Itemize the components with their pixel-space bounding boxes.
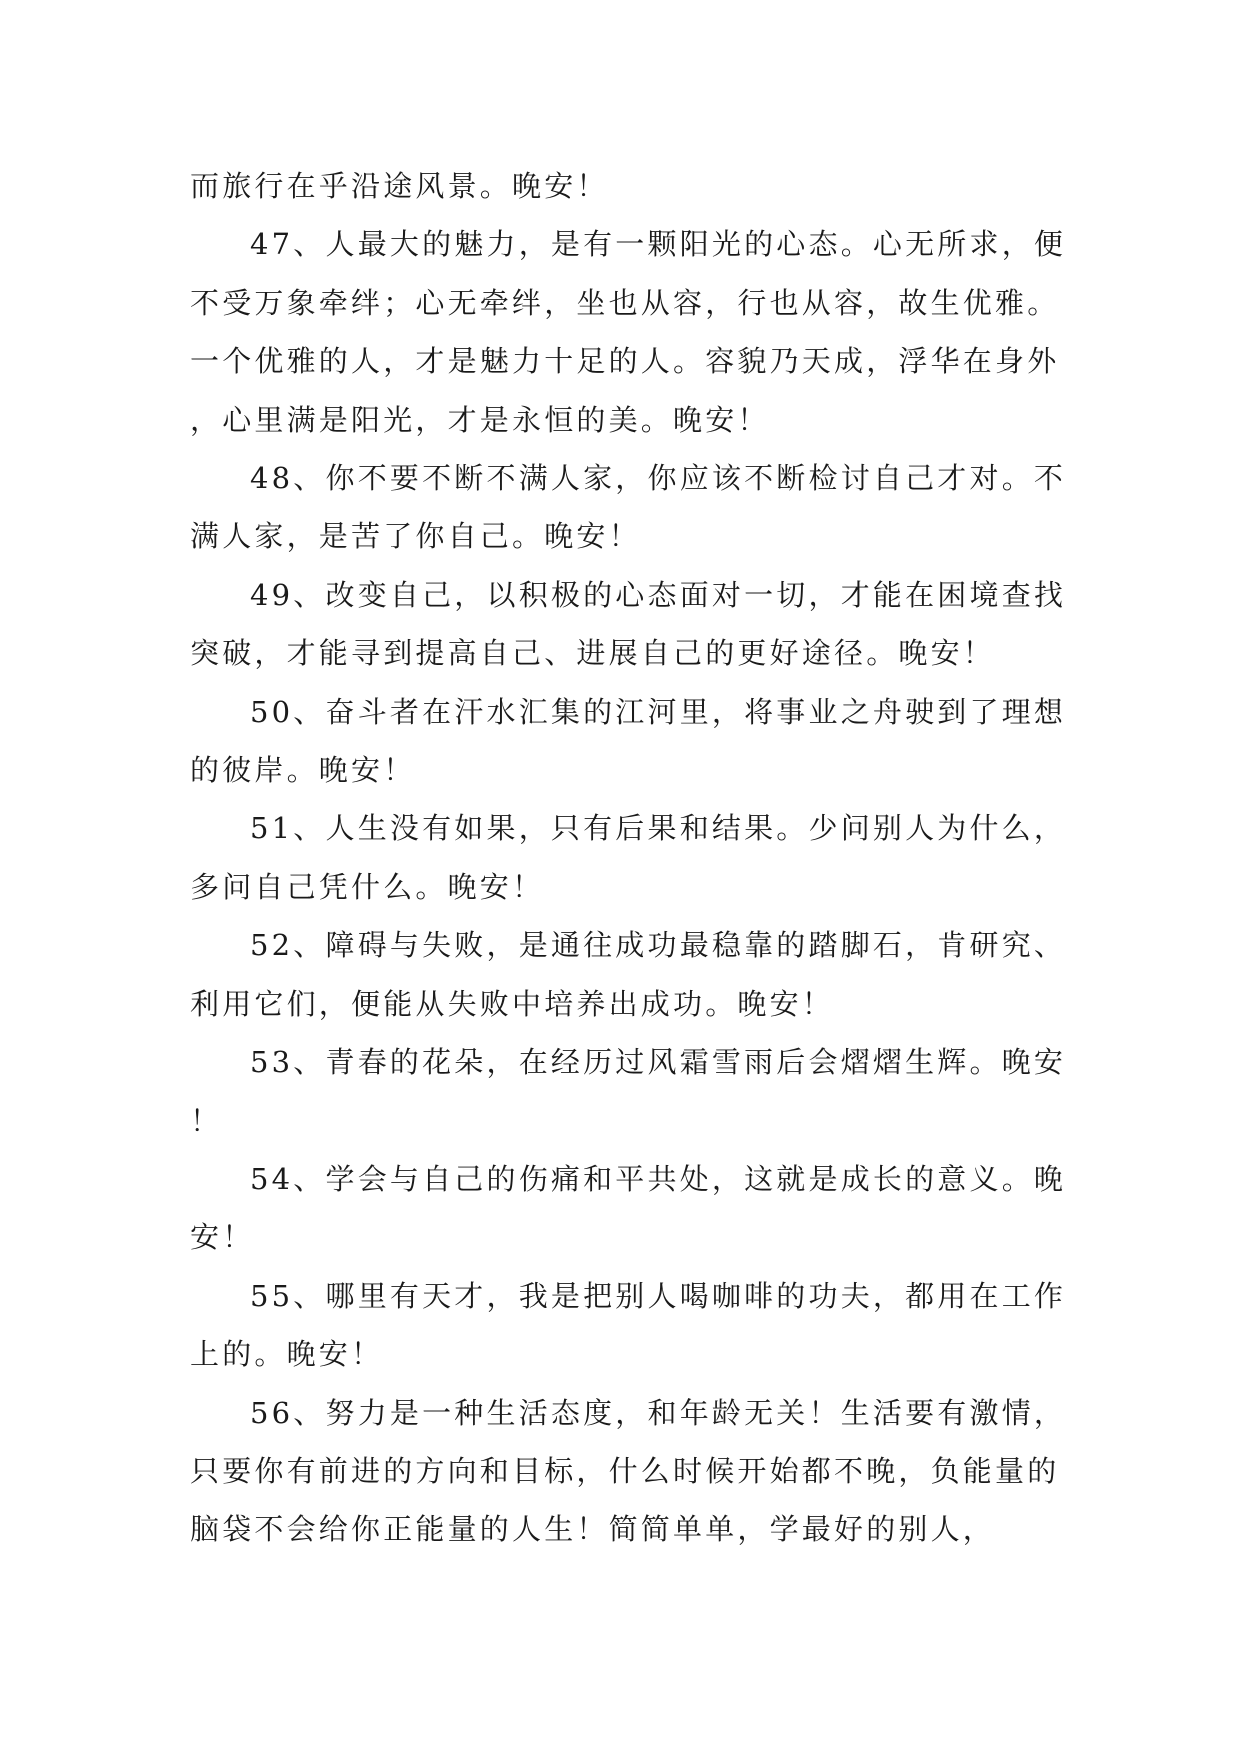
paragraph-48: 48、你不要不断不满人家，你应该不断检讨自己才对。不满人家，是苦了你自己。晚安！	[190, 461, 1067, 554]
paragraph-47: 47、人最大的魅力，是有一颗阳光的心态。心无所求，便不受万象牵绊；心无牵绊，坐也从容，行也从容，故生优雅。一个优雅的人，才是魅力十足的人。容貌乃天成，浮华在身外，心里满是阳光，才是永恒的美。晚安！	[190, 227, 1067, 437]
paragraph-56: 56、努力是一种生活态度，和年龄无关！生活要有激情，只要你有前进的方向和目标，什么时候开始都不晚，负能量的脑袋不会给你正能量的人生！简简单单，学最好的别人，	[190, 1395, 1067, 1547]
paragraph-continuation: 而旅行在乎沿途风景。晚安！	[190, 169, 609, 203]
document-body	[190, 157, 1070, 1559]
paragraph-55: 55、哪里有天才，我是把别人喝咖啡的功夫，都用在工作上的。晚安！	[190, 1278, 1067, 1372]
paragraph-50: 50、奋斗者在汗水汇集的江河里，将事业之舟驶到了理想的彼岸。晚安！	[190, 694, 1067, 788]
paragraph-53: 53、青春的花朵，在经历过风霜雪雨后会熠熠生辉。晚安！	[190, 1045, 1067, 1138]
paragraph-54: 54、学会与自己的伤痛和平共处，这就是成长的意义。晚安！	[190, 1161, 1067, 1255]
paragraph-51: 51、人生没有如果，只有后果和结果。少问别人为什么，多问自己凭什么。晚安！	[190, 811, 1067, 904]
paragraph-49: 49、改变自己，以积极的心态面对一切，才能在困境查找突破，才能寻到提高自己、进展自己的更好途径。晚安！	[190, 577, 1067, 671]
paragraph-52: 52、障碍与失败，是通往成功最稳靠的踏脚石，肯研究、利用它们，便能从失败中培养出成功。晚安！	[190, 928, 1067, 1021]
